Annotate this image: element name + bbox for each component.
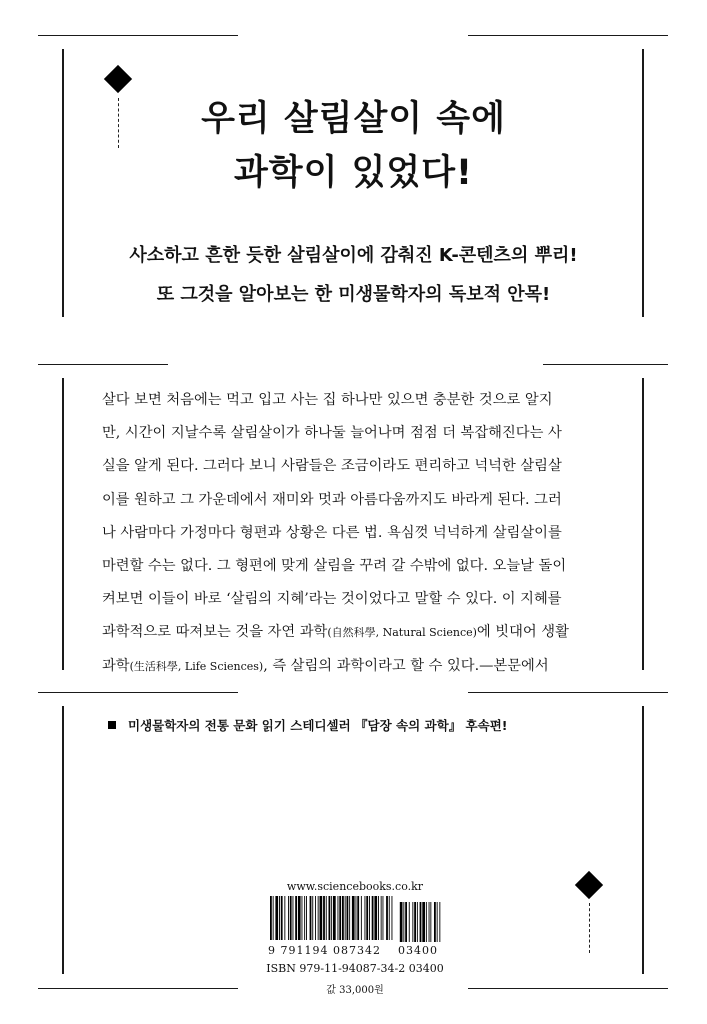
body-line: 이를 원하고 그 가운데에서 재미와 멋과 아름다움까지도 바라게 된다. 그러 <box>102 491 562 508</box>
top-right-rule <box>468 35 668 36</box>
diamond-ornament-top <box>104 65 132 93</box>
body-line: 마련할 수는 없다. 그 형편에 맞게 살림을 꾸려 갈 수밖에 없다. 오늘날 돌이 <box>102 558 567 575</box>
body-excerpt <box>102 384 607 683</box>
hanja-note: (自然科學, Natural Science) <box>327 626 477 640</box>
subheadline-line-1: 사소하고 흔한 듯한 살림살이에 감춰진 K-콘텐츠의 뿌리! <box>129 245 578 266</box>
headline-line-1: 우리 살림살이 속에 <box>201 99 506 139</box>
subheadline <box>0 236 707 314</box>
hanja-note: (生活科學, Life Sciences) <box>129 659 264 673</box>
headline-line-2: 과학이 있었다! <box>233 153 473 193</box>
barcode-addon-number: 03400 <box>398 944 438 957</box>
lower-left-border <box>62 706 64 974</box>
body-text: 과학적으로 따져보는 것을 자연 과학 <box>102 624 328 641</box>
body-text: , 즉 살림의 과학이라고 할 수 있다.—본문에서 <box>263 657 549 674</box>
body-text: 에 빗대어 생활 <box>476 624 569 641</box>
body-line: 실을 알게 된다. 그러다 보니 사람들은 조금이라도 편리하고 넉넉한 살림살 <box>102 458 562 475</box>
lower-left-rule <box>38 692 238 693</box>
isbn: ISBN 979-11-94087-34-2 03400 <box>266 962 444 975</box>
barcode-number: 9 791194 087342 <box>268 944 381 957</box>
body-text: 과학 <box>102 657 130 674</box>
body-left-border <box>62 378 64 670</box>
publisher-website: www.sciencebooks.co.kr <box>286 880 424 893</box>
body-right-border <box>642 378 644 670</box>
body-line: 만, 시간이 지날수록 살림살이가 하나둘 늘어나며 점점 더 복잡해진다는 사 <box>102 425 562 442</box>
lower-right-rule <box>468 692 668 693</box>
price: 값 33,000원 <box>326 985 384 996</box>
headline <box>0 92 707 200</box>
bottom-left-rule <box>38 988 238 989</box>
body-line <box>102 616 607 649</box>
barcode <box>270 896 442 948</box>
mid-right-rule <box>543 364 668 365</box>
dashed-line-bottom <box>589 903 591 953</box>
series-blurb <box>108 716 628 734</box>
blurb-text: 미생물학자의 전통 문화 읽기 스테디셀러 『담장 속의 과학』 후속편! <box>128 718 508 733</box>
subheadline-line-2: 또 그것을 알아보는 한 미생물학자의 독보적 안목! <box>156 284 551 305</box>
diamond-ornament-bottom <box>575 871 603 899</box>
lower-right-border <box>642 706 644 974</box>
body-line: 살다 보면 처음에는 먹고 입고 사는 집 하나만 있으면 충분한 것으로 알지 <box>102 392 553 408</box>
body-line <box>102 650 607 683</box>
mid-left-rule <box>38 364 168 365</box>
body-line: 켜보면 이들이 바로 ‘살림의 지혜’라는 것이었다고 말할 수 있다. 이 지혜를 <box>102 591 562 608</box>
bottom-right-rule <box>468 988 668 989</box>
square-bullet-icon <box>108 721 116 729</box>
top-left-rule <box>38 35 238 36</box>
body-line: 나 사람마다 가정마다 형편과 상황은 다른 법. 욕심껏 넉넉하게 살림살이를 <box>102 524 562 541</box>
